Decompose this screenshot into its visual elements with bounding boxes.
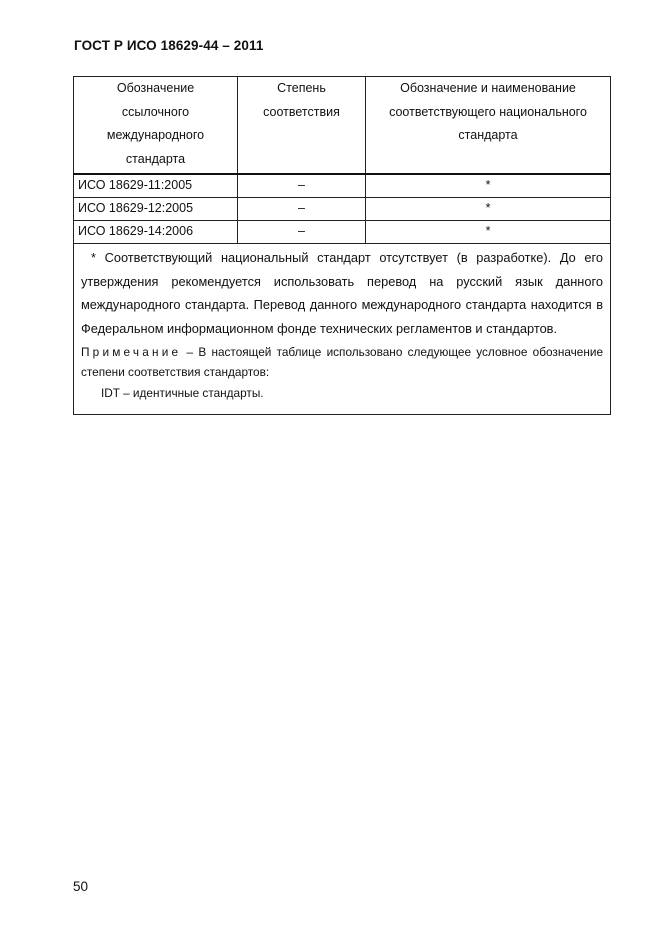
- cell-code: ИСО 18629-14:2006: [74, 221, 238, 244]
- cell-national: *: [366, 198, 611, 221]
- cell-national: *: [366, 174, 611, 198]
- reference-table: [73, 76, 611, 415]
- cell-national: *: [366, 221, 611, 244]
- header-line: соответствующего национального: [389, 104, 587, 119]
- cell-degree: –: [238, 198, 366, 221]
- table-row: [74, 198, 611, 221]
- footnote-body: * Соответствующий национальный стандарт отсутствует (в разработке). До его утверждения рекомендуется использовать перевод на русский язык данного международного стандарта. Перевод данного международного стандарта находится в Федеральном информационном фонде технических регламентов и стандартов.: [81, 250, 603, 336]
- notes-cell: [74, 244, 611, 415]
- page-number: 50: [73, 879, 89, 894]
- document-header: ГОСТ Р ИСО 18629-44 – 2011: [74, 38, 264, 53]
- header-line: Обозначение: [116, 81, 195, 95]
- header-line: соответствия: [263, 104, 340, 119]
- table-row: [74, 174, 611, 198]
- cell-code: ИСО 18629-11:2005: [74, 174, 238, 198]
- column-header-degree: [238, 77, 366, 175]
- table-notes-row: [74, 244, 611, 415]
- header-line: Степень: [277, 81, 326, 95]
- cell-code: ИСО 18629-12:2005: [74, 198, 238, 221]
- note-label: Примечание: [81, 345, 182, 359]
- header-line: стандарта: [458, 128, 518, 142]
- header-line: ссылочного: [121, 104, 190, 119]
- cell-degree: –: [238, 221, 366, 244]
- note-body: – В настоящей таблице использовано следующее условное обозначение степени соответствия стандартов:: [81, 345, 604, 379]
- footnote-text: [81, 246, 603, 340]
- table-row: [74, 221, 611, 244]
- note-text: [81, 342, 603, 382]
- note-item: IDT – идентичные стандарты.: [101, 386, 264, 400]
- column-header-reference: [74, 77, 238, 175]
- header-line: международного: [106, 128, 205, 142]
- column-header-national: [366, 77, 611, 175]
- cell-degree: –: [238, 174, 366, 198]
- header-line: стандарта: [125, 151, 186, 166]
- header-line: Обозначение и наименование: [400, 81, 576, 95]
- table-header-row: [74, 77, 611, 175]
